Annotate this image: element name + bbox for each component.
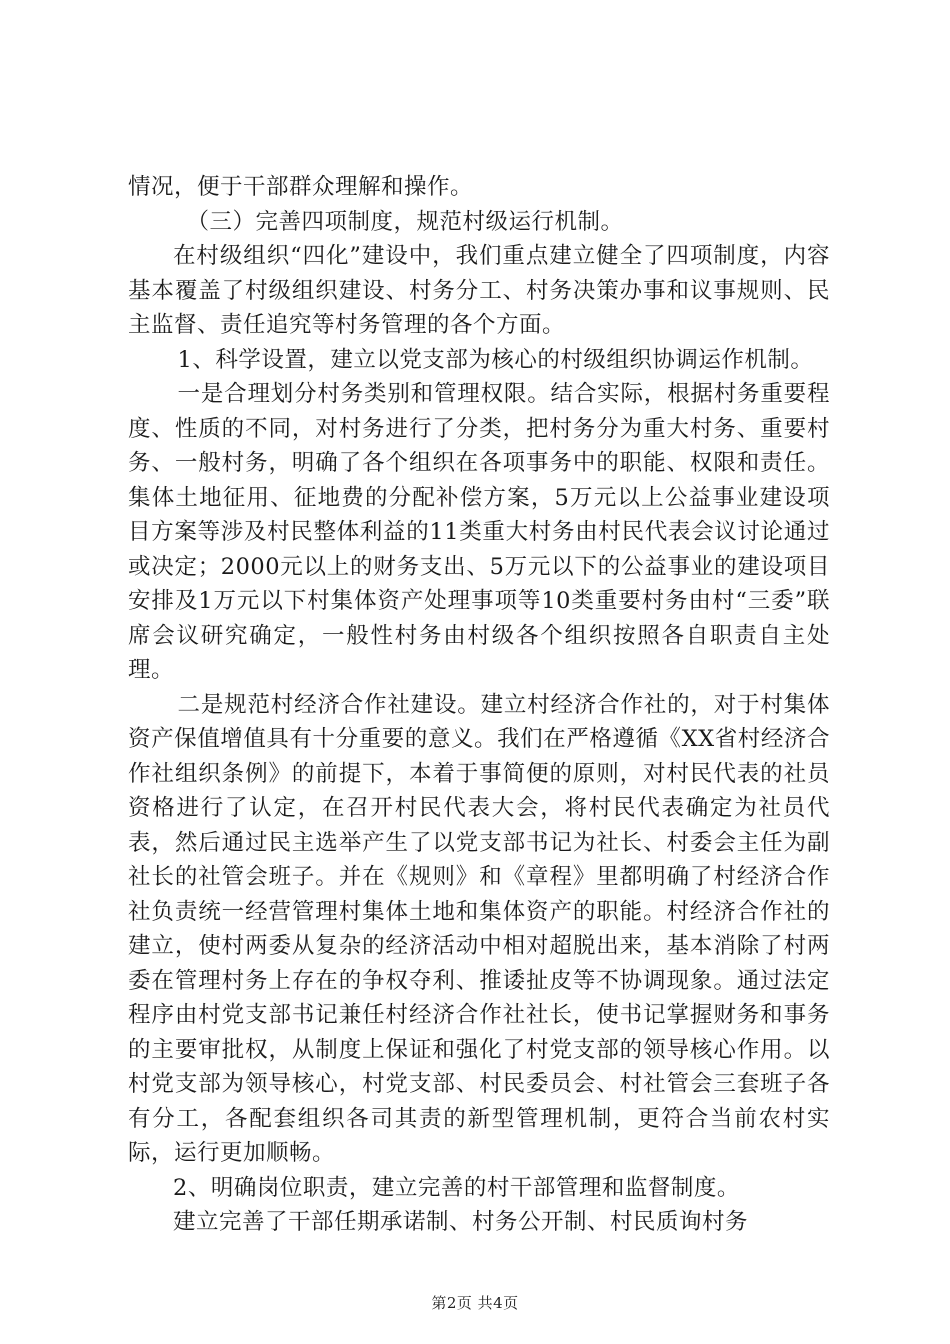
page-footer [0,1292,950,1313]
paragraph: 在村级组织“四化”建设中，我们重点建立健全了四项制度，内容基本覆盖了村级组织建设、村务分工、村务决策办事和议事规则、民主监督、责任追究等村务管理的各个方面。 [128,243,830,338]
paragraph: 建立完善了干部任期承诺制、村务公开制、村民质询村务 [173,1209,749,1235]
section-heading: （三）完善四项制度，规范村级运行机制。 [186,208,624,235]
numbered-heading-2: 2、明确岗位职责，建立完善的村干部管理和监督制度。 [173,1174,740,1201]
paragraph: 二是规范村经济合作社建设。建立村经济合作社的，对于村集体资产保值增值具有十分重要的意义。我们在严格遵循《XX省村经济合作社组织条例》的前提下，本着于事简便的原则，对村民代表的社员资格进行了认定，在召开村民代表大会，将村民代表确定为社员代表，然后通过民主选举产生了以党支部书记为社长、村委会主任为副社长的社管会班子。并在《规则》和《章程》里都明确了村经济合作社负责统一经营管理村集体土地和集体资产的职能。村经济合作社的建立，使村两委从复杂的经济活动中相对超脱出来，基本消除了村两委在管理村务上存在的争权夺利、推诿扯皮等不协调现象。通过法定程序由村党支部书记兼任村经济合作社社长，使书记掌握财务和事务的主要审批权，从制度上保证和强化了村党支部的领导核心作用。以村党支部为领导核心，村党支部、村民委员会、村社管会三套班子各有分工，各配套组织各司其责的新型管理机制，更符合当前农村实际，运行更加顺畅。 [128,691,830,1166]
paragraph-continuation: 情况，便于干部群众理解和操作。 [128,174,474,200]
page-number-label: 第2页 共4页 [431,1294,519,1312]
document-body [128,170,830,1240]
paragraph: 一是合理划分村务类别和管理权限。结合实际，根据村务重要程度、性质的不同，对村务进行了分类，把村务分为重大村务、重要村务、一般村务，明确了各个组织在各项事务中的职能、权限和责任。集体土地征用、征地费的分配补偿方案，5万元以上公益事业建设项目方案等涉及村民整体利益的11类重大村务由村民代表会议讨论通过或决定；2000元以上的财务支出、5万元以下的公益事业的建设项目安排及1万元以下村集体资产处理事项等10类重要村务由村“三委”联席会议研究确定，一般性村务由村级各个组织按照各自职责自主处理。 [128,381,830,683]
numbered-heading-1: 1、科学设置，建立以党支部为核心的村级组织协调运作机制。 [177,346,814,373]
